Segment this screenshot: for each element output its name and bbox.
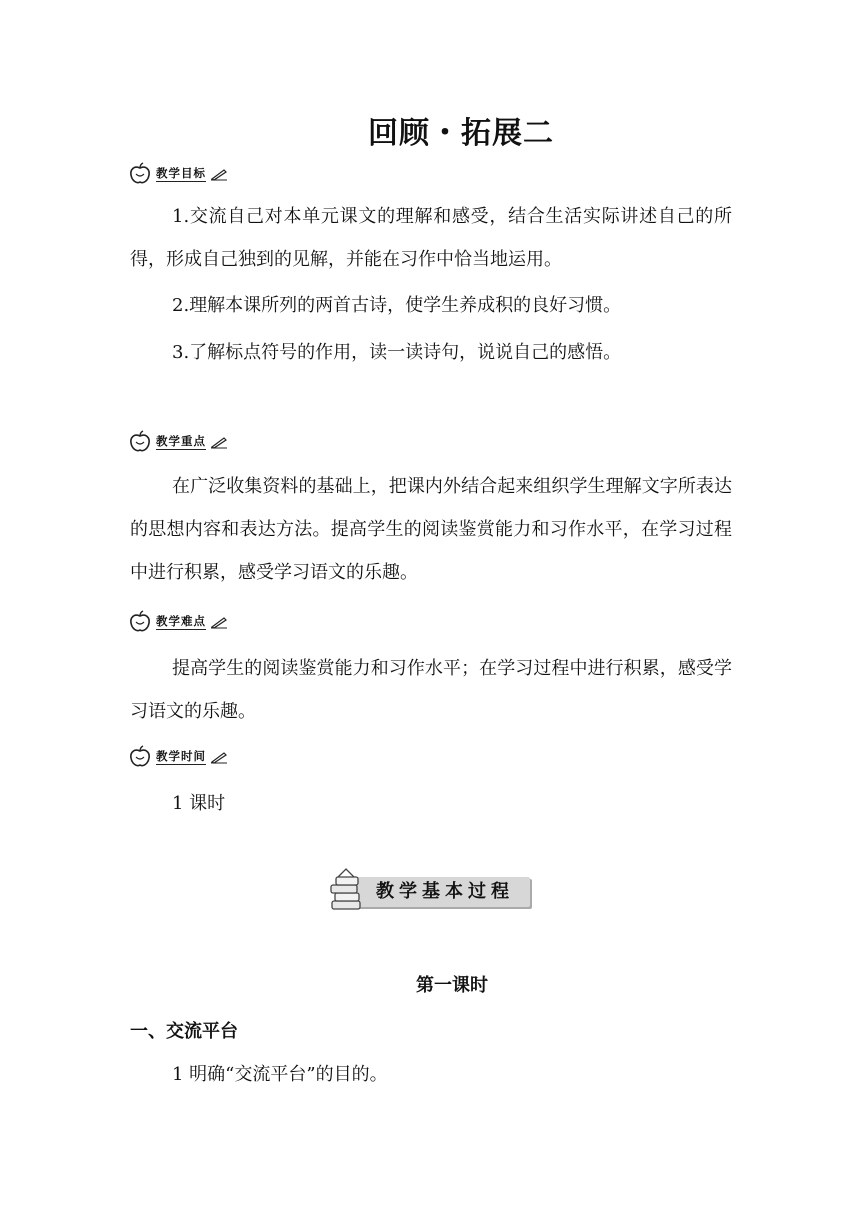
process-banner-label: 教学基本过程 (376, 881, 514, 902)
objective-item-3: 3.了解标点符号的作用，读一读诗句，说说自己的感悟。 (172, 342, 622, 363)
difficulties-badge-label: 教学难点 (156, 614, 206, 628)
pencil-icon (210, 750, 228, 764)
objectives-badge (128, 160, 228, 188)
part-one-heading: 一、交流平台 (130, 1021, 238, 1042)
difficulties-badge (128, 608, 228, 636)
apple-icon (128, 430, 152, 454)
pencil-icon (210, 167, 228, 181)
page-title: 回顾・拓展二 (368, 116, 554, 151)
difficulties-text: 提高学生的阅读鉴赏能力和习作水平；在学习过程中进行积累，感受学习语文的乐趣。 (130, 658, 732, 722)
time-text: 1 课时 (172, 793, 226, 814)
objective-item-1: 1.交流自己对本单元课文的理解和感受，结合生活实际讲述自己的所得，形成自己独到的见解，并能在习作中恰当地运用。 (130, 206, 732, 270)
key-points-text: 在广泛收集资料的基础上，把课内外结合起来组织学生理解文字所表达的思想内容和表达方法。提高学生的阅读鉴赏能力和习作水平，在学习过程中进行积累，感受学习语文的乐趣。 (130, 476, 732, 583)
objective-item-2: 2.理解本课所列的两首古诗，使学生养成积的良好习惯。 (172, 295, 622, 316)
objectives-badge-label: 教学目标 (156, 166, 206, 180)
key-points-badge-label: 教学重点 (156, 434, 206, 448)
books-icon (326, 867, 366, 915)
part-one-item-1: 1 明确“交流平台”的目的。 (172, 1064, 388, 1085)
apple-icon (128, 745, 152, 769)
lesson-title: 第一课时 (416, 975, 488, 996)
time-badge (128, 743, 228, 771)
pencil-icon (210, 435, 228, 449)
key-points-badge (128, 428, 228, 456)
apple-icon (128, 162, 152, 186)
time-badge-label: 教学时间 (156, 749, 206, 763)
apple-icon (128, 610, 152, 634)
pencil-icon (210, 615, 228, 629)
process-banner (324, 867, 536, 915)
